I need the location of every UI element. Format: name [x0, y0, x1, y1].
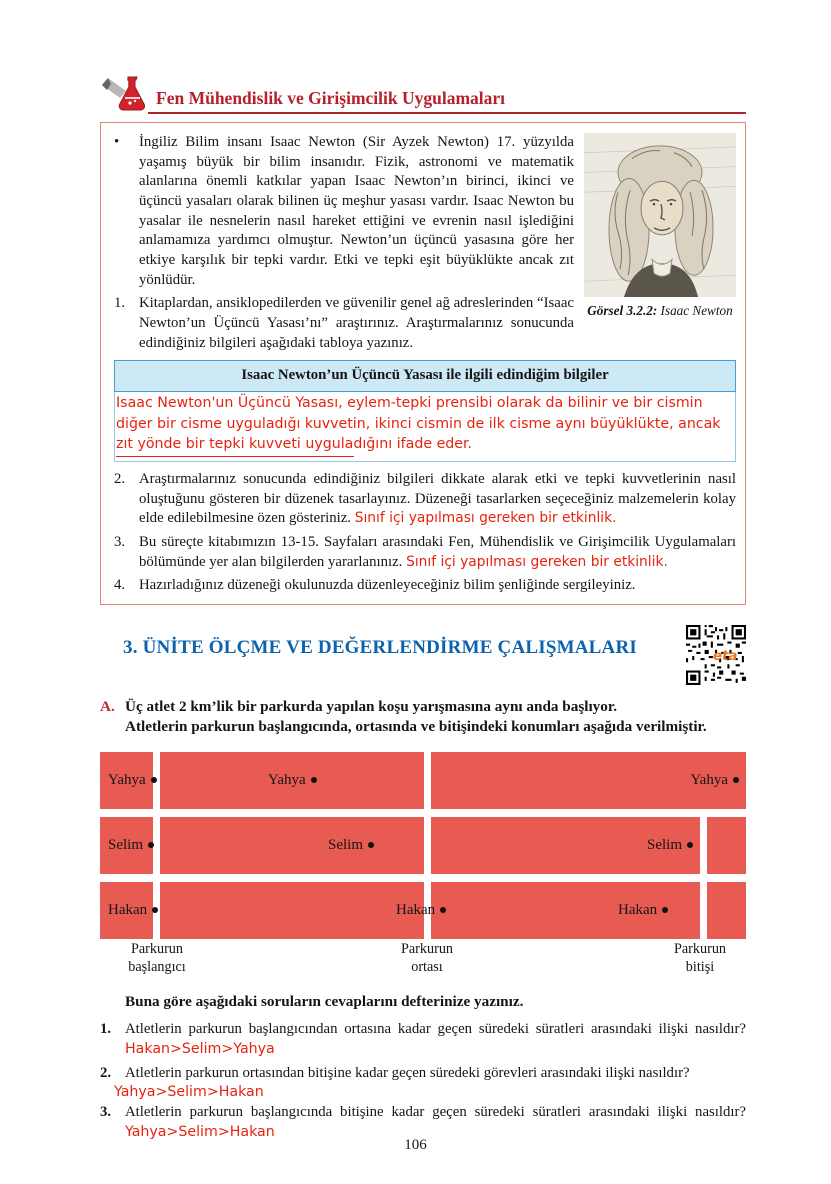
- athlete-name: Hakan: [108, 901, 148, 918]
- track-markers: [100, 941, 746, 981]
- question-1-text: Atletlerin parkurun başlangıcından ortasına kadar geçen süredeki süratleri arasındaki ilişki nasıldır? Hakan>Selim>Yahya: [125, 1020, 746, 1057]
- exercise-prompt-line2: Atletlerin parkurun başlangıcında, ortasında ve bitişindeki konumları aşağıda verilmiştir.: [125, 718, 707, 736]
- intro-paragraph: [114, 133, 574, 290]
- position-dot: [440, 907, 446, 913]
- figure-caption: [584, 303, 736, 320]
- track-row-yahya: [100, 752, 746, 809]
- marker-middle: Parkurun ortası: [400, 940, 454, 975]
- exercise-prompt-text: [125, 697, 707, 738]
- classroom-activity-note-1: Sınıf içi yapılması gereken bir etkinlik.: [354, 510, 617, 527]
- qr-code: [686, 625, 746, 685]
- figure-caption-text: Isaac Newton: [660, 303, 733, 318]
- activity-item-4: [114, 576, 736, 596]
- figure-caption-label: Görsel 3.2.2:: [587, 303, 658, 318]
- position-dot: [148, 842, 154, 848]
- question-1-answer: Hakan>Selim>Yahya: [125, 1040, 275, 1057]
- item-3-number: 3.: [114, 533, 126, 550]
- section-title: 3. ÜNİTE ÖLÇME VE DEĞERLENDİRME ÇALIŞMALARI: [123, 636, 637, 658]
- yahya-start-label: [108, 752, 157, 809]
- research-table-answer-cell: [114, 392, 736, 462]
- position-diagram: [100, 752, 746, 981]
- item-2-body: Araştırmalarınız sonucunda edindiğiniz bilgileri dikkate alarak etki ve tepki kuvvetlerinin nasıl oluştuğunu gösteren bir düzenek tasarlayınız. Düzeneği tasarlarken seçeceğiniz malzemelerin kolay elde edilebilmesine özen gösteriniz.: [139, 470, 736, 527]
- page-header-title: Fen Mühendislik ve Girişimcilik Uygulamaları: [156, 88, 506, 108]
- handwritten-answer: Isaac Newton'un Üçüncü Yasası, eylem-tepki prensibi olarak da bilinir ve bir cismin diğer bir cisme uyguladığı kuvvetin, ikinci cismin de ilk cisme aynı büyüklükte, ancak zıt yönde bir tepki kuvveti uyguladığını ifade eder.: [116, 395, 721, 453]
- exercise-letter: A.: [100, 697, 115, 715]
- position-dot: [368, 842, 374, 848]
- hakan-start-label: [108, 882, 158, 939]
- middle-line: [424, 817, 431, 874]
- activity-item-2: [114, 470, 736, 529]
- question-3-text: Atletlerin parkurun başlangıcında bitişine kadar geçen süredeki süratleri arasındaki ilişki nasıldır? Yahya>Selim>Hakan: [125, 1103, 746, 1140]
- athlete-name: Hakan: [618, 901, 658, 918]
- activity-item-1: [114, 294, 574, 353]
- position-dot: [151, 777, 157, 783]
- hakan-middle-label: [396, 882, 446, 939]
- position-dot: [311, 777, 317, 783]
- position-dot: [733, 777, 739, 783]
- finish-line: [700, 882, 707, 939]
- section-heading: [100, 625, 746, 685]
- page-number: 106: [404, 1137, 427, 1153]
- research-table: [114, 360, 736, 461]
- question-2: [100, 1064, 746, 1084]
- page-header: [100, 74, 746, 114]
- athlete-name: Yahya: [108, 771, 146, 788]
- classroom-activity-note-2: Sınıf içi yapılması gereken bir etkinlik.: [406, 553, 668, 570]
- selim-finish-label: [647, 817, 693, 874]
- question-2-number: 2.: [100, 1065, 112, 1082]
- intro-text: İngiliz Bilim insanı Isaac Newton (Sir Ayzek Newton) 17. yüzyılda yaşamış büyük bir bilim insanıdır. Fizik, astronomi ve matematik alanlarına önemli katkılar yapan Isaac Newton’ın birinci, ikinci ve üçüncü yasaları olarak bilinen üç meşhur yasası vardır. Isaac Newton bu yasalar ile nesnelerin nasıl hareket ettiğini ve evrenin nasıl işlediğini anlamamıza yardımcı olmuştur. Newton’un üçüncü yasasına göre her etkiye karşılık bir tepki vardır. Etki ve tepki eşit büyüklükte ancak zıt yönlüdür.: [139, 134, 574, 288]
- question-2-answer: Yahya>Selim>Hakan: [114, 1083, 264, 1100]
- item-4-number: 4.: [114, 577, 126, 594]
- athlete-name: Yahya: [268, 771, 306, 788]
- athlete-name: Selim: [108, 836, 144, 853]
- athlete-name: Selim: [647, 836, 683, 853]
- research-table-header: Isaac Newton’un Üçüncü Yasası ile ilgili edindiğim bilgiler: [114, 360, 736, 392]
- activity-box: [100, 122, 746, 605]
- qr-logo-text: eta: [712, 649, 738, 665]
- item-1-text: Kitaplardan, ansiklopedilerden ve güvenilir genel ağ adreslerinden “Isaac Newton’un Üçüncü Yasası’nı” araştırınız. Araştırmalarınız sonucunda edindiğiniz bilgileri aşağıdaki tabloya yazınız.: [139, 295, 574, 351]
- exercise-a-prompt: [100, 697, 746, 738]
- newton-figure: [584, 133, 736, 320]
- item-3-text: [139, 533, 736, 572]
- hakan-finish-label: [618, 882, 668, 939]
- item-1-number: 1.: [114, 295, 126, 312]
- middle-line: [424, 752, 431, 809]
- track-row-selim: [100, 817, 746, 874]
- athlete-name: Yahya: [690, 771, 728, 788]
- bullet-marker: •: [114, 134, 120, 150]
- start-line: [153, 817, 160, 874]
- athlete-name: Hakan: [396, 901, 436, 918]
- finish-line: [700, 817, 707, 874]
- position-dot: [152, 907, 158, 913]
- position-dot: [662, 907, 668, 913]
- athlete-name: Selim: [328, 836, 364, 853]
- item-3-body: Bu süreçte kitabımızın 13-15. Sayfaları arasındaki Fen, Mühendislik ve Girişimcilik Uygulamaları bölümünde yer alan bilgilerden yararlanınız.: [139, 533, 736, 570]
- question-3-number: 3.: [100, 1103, 112, 1120]
- question-1-number: 1.: [100, 1020, 112, 1037]
- yahya-middle-label: [268, 752, 317, 809]
- content-column: [100, 74, 746, 1147]
- header-rule: [148, 88, 746, 114]
- flask-icon: [100, 74, 148, 114]
- track-row-hakan: [100, 882, 746, 939]
- question-1: [100, 1020, 746, 1059]
- question-3-answer: Yahya>Selim>Hakan: [125, 1123, 275, 1140]
- handwriting-underline: [116, 456, 354, 457]
- marker-finish: Parkurun bitişi: [673, 940, 727, 975]
- activity-item-3: [114, 533, 736, 572]
- exercise-prompt-line1: Üç atlet 2 km’lik bir parkurda yapılan koşu yarışmasına aynı anda başlıyor.: [125, 697, 618, 715]
- marker-start: Parkurun başlangıcı: [128, 940, 186, 975]
- selim-start-label: [108, 817, 154, 874]
- selim-middle-label: [328, 817, 374, 874]
- item-4-text: Hazırladığınız düzeneği okulunuzda düzenleyeceğiniz bilim şenliğinde sergileyiniz.: [139, 577, 636, 594]
- position-dot: [687, 842, 693, 848]
- question-2-text: Atletlerin parkurun ortasından bitişine kadar geçen süredeki görevleri arasındaki ilişki nasıldır?: [125, 1065, 690, 1082]
- item-2-text: [139, 470, 736, 529]
- questions-instruction: Buna göre aşağıdaki soruların cevaplarını defterinize yazınız.: [125, 992, 524, 1010]
- item-2-number: 2.: [114, 470, 126, 487]
- yahya-finish-label: [690, 752, 739, 809]
- newton-portrait-image: [584, 133, 736, 297]
